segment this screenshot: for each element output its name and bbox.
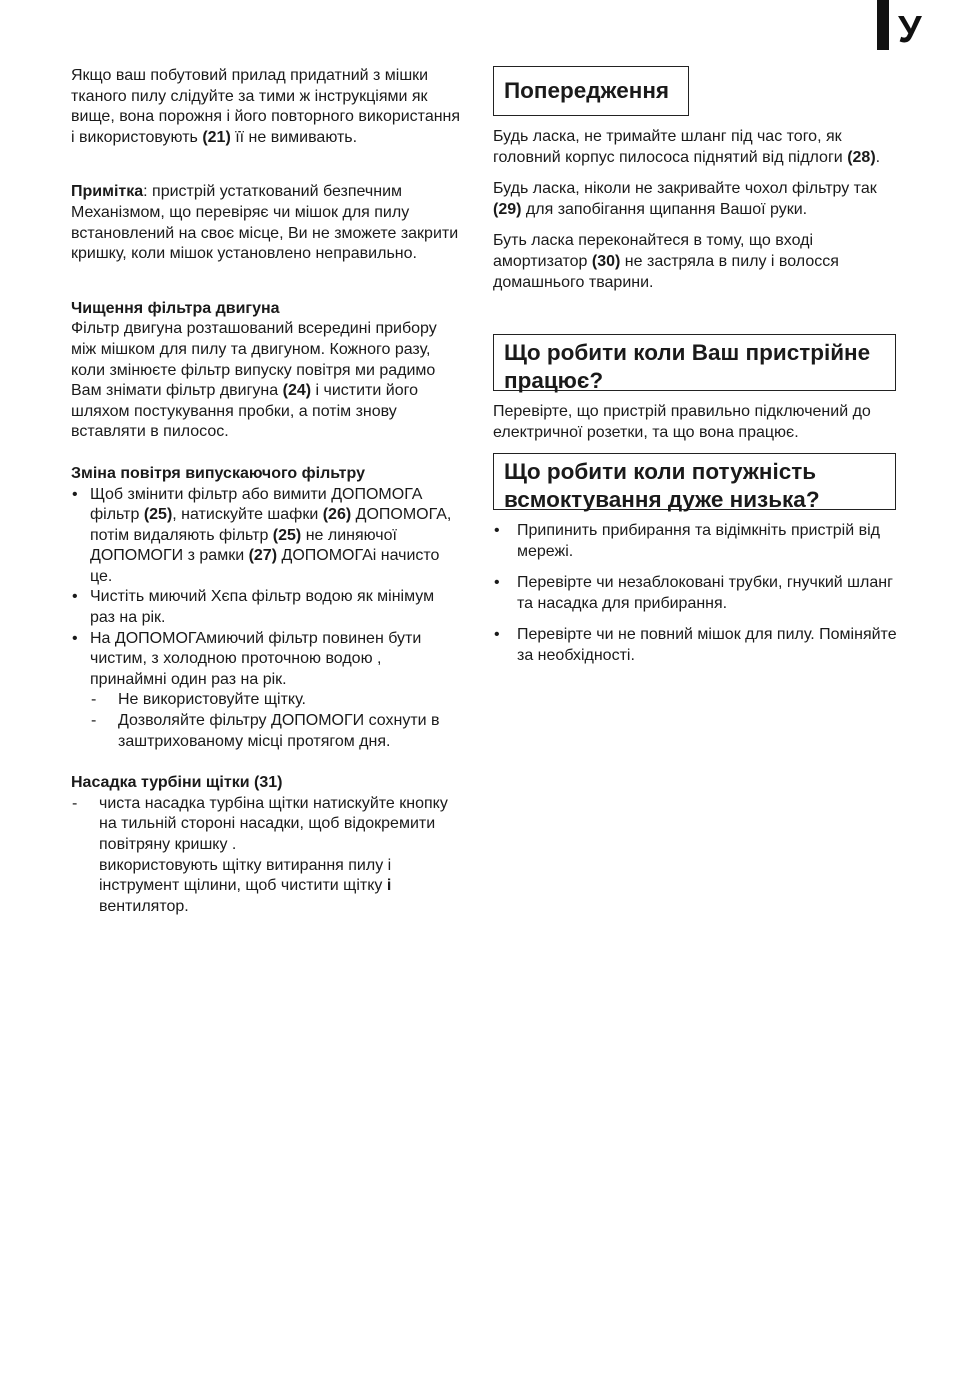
list-item: • Перевірте чи незаблоковані трубки, гнучкий шланг та насадка для прибирання. — [493, 573, 898, 614]
warning-paragraph-hose: Будь ласка, не тримайте шланг під час того, як головний корпус пилососа піднятий від підлоги (28). — [493, 128, 881, 166]
language-tab — [877, 0, 954, 52]
turbo-step-2: використовують щітку витирання пилу і інструмент щілини, щоб чистити щітку і вентилятор. — [99, 856, 392, 915]
not-working-text: Перевірте, що пристрій правильно підключений до електричної розетки, та що вона працює. — [493, 403, 871, 441]
left-column — [71, 66, 461, 917]
paragraph-reuse-bag: Якщо ваш побутовий прилад придатний з мішки тканого пилу слідуйте за тими ж інструкціями як вище, вона порожня і його повторного використання і використовують (21) її не вимивають. — [71, 67, 461, 146]
low-suction-heading: Що робити коли потужність всмоктування дуже низька? — [493, 453, 896, 510]
tab-bar — [877, 0, 889, 50]
hepa-care-sublist — [90, 690, 461, 752]
low-suction-list — [493, 521, 898, 666]
exhaust-filter-heading: Зміна повітря випускаючого фільтру — [71, 464, 365, 482]
language-letter: У — [898, 9, 922, 51]
turbo-brush-instructions: - чиста насадка турбіна щітки натискуйте кнопку на тильній стороні насадки, щоб відокремити повітряну кришку . використовують щітку витирання пилу і інструмент щілини, щоб чистити щітку і вентилятор. — [71, 794, 461, 918]
list-item: - Не використовуйте щітку. — [90, 690, 461, 711]
list-item: • Припинить прибирання та відімкніть пристрій від мережі. — [493, 521, 898, 562]
warning-heading: Попередження — [493, 66, 689, 116]
motor-filter-text: Фільтр двигуна розташований всередині прибору між мішком для пилу та двигуном. Кожного разу, коли змінюєте фільтр випуску повітря ми радимо Вам знімати фільтр двигуна (24) і чистити його шляхом постукування пробки, а потім знову вставляти в пилосос. — [71, 320, 437, 441]
list-item: • Щоб змінити фільтр або вимити ДОПОМОГА фільтр (25), натискуйте шафки (26) ДОПОМОГА, потім видаляють фільтр (25) не линяючої ДОПОМОГИ з рамки (27) ДОПОМОГАі начисто це. — [71, 485, 461, 588]
not-working-heading: Що робити коли Ваш пристрійне працює? — [493, 334, 896, 391]
turbo-brush-heading: Насадка турбіни щітки (31) — [71, 774, 283, 792]
right-column — [493, 66, 898, 677]
list-item: - Дозволяйте фільтру ДОПОМОГИ сохнути в заштрихованому місці протягом дня. — [90, 711, 461, 752]
list-item: • На ДОПОМОГАмиючий фільтр повинен бути чистим, з холодною проточною водою , принаймні один раз на рік. — [71, 629, 461, 691]
motor-filter-heading: Чищення фільтра двигуна — [71, 299, 280, 317]
note-paragraph: Примітка: пристрій устаткований безпечним Механізмом, що перевіряє чи мішок для пилу встановлений на своє місце, Ви не зможете закрити кришку, коли мішок установлено неправильно. — [71, 183, 459, 263]
turbo-step-1: чиста насадка турбіна щітки натискуйте кнопку на тильній стороні насадки, щоб відокремити повітряну кришку . — [99, 794, 448, 853]
list-item: • Чистіть миючий Хєпа фільтр водою як мінімум раз на рік. — [71, 587, 461, 628]
warning-paragraph-cover: Будь ласка, ніколи не закривайте чохол фільтру так (29) для запобігання щипання Вашої руки. — [493, 180, 877, 218]
warning-paragraph-bumper: Буть ласка переконайтеся в тому, що вході амортизатор (30) не застряла в пилу і волосся домашнього тварини. — [493, 232, 839, 291]
list-item: • Перевірте чи не повний мішок для пилу. Поміняйте за необхідності. — [493, 625, 898, 666]
exhaust-filter-list — [71, 485, 461, 691]
